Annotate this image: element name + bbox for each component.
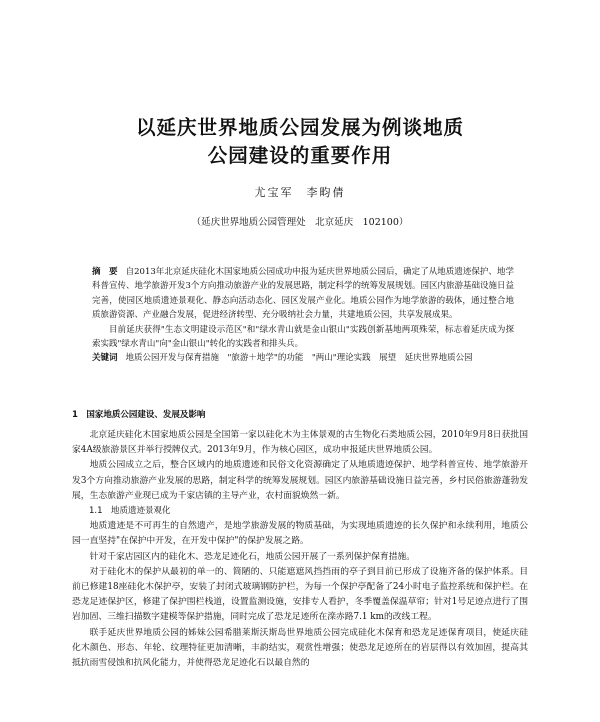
affiliation: （延庆世界地质公园管理处 北京延庆 102100） (191, 217, 409, 228)
abstract-text-2: 目前延庆获得"生态文明建设示范区"和"绿水青山就是金山银山"实践创新基地两项殊荣，标志着延庆成为探索实践"绿水青山"向"金山银山"转化的实践者和排头兵。 (92, 324, 514, 350)
keywords-label: 关键词 (92, 353, 118, 364)
abstract (92, 265, 514, 366)
keywords-text: 地质公园开发与保育措施 "旅游＋地学"的功能 "两山"理论实践 展望 延庆世界地质公园 (125, 353, 473, 364)
body-paragraph-2: 地质公园成立之后，整合区域内的地质遗迹和民俗文化资源确定了从地质遗迹保护、地学科普宣传、地学旅游开发3个方向推动旅游产业发展的思路，制定科学的统筹发展规划。园区内旅游基础设施日益完善，乡村民俗旅游蓬勃发展，生态旅游产业现已成为千家店镇的主导产业，农村面貌焕然一新。 (72, 460, 528, 501)
paper-title (0, 114, 600, 170)
authors: 尤宝军 李畇倩 (254, 186, 346, 199)
title-line-2: 公园建设的重要作用 (207, 144, 393, 167)
title-line-1: 以延庆世界地质公园发展为例谈地质 (135, 116, 464, 139)
body-paragraph-1: 北京延庆硅化木国家地质公园是全国第一家以硅化木为主体景观的古生物化石类地质公园，2010年9月8日获批国家4A级旅游景区并举行授牌仪式。2013年9月，作为核心园区，成功申报延庆世界地质公园。 (72, 430, 528, 456)
section-heading: 1 国家地质公园建设、发展及影响 (72, 410, 206, 420)
abstract-text-1: 自2013年北京延庆硅化木国家地质公园成功申报为延庆世界地质公园后，确定了从地质遗迹保护、地学科普宣传、地学旅游开发3个方向推动旅游产业的发展思路，制定科学的统筹发展规划。园区内旅游基础设施日益完善，使园区地质遗迹景观化、静态向活动态化、园区发展产业化。地质公园作为地学旅游的载体，通过整合地质旅游资源、产业融合发展，促进经济转型、充分吸纳社会力量，共建地质公园，共享发展成果。 (92, 267, 514, 321)
body-paragraph-4: 针对千家店园区内的硅化木、恐龙足迹化石，地质公园开展了一系列保护保育措施。 (89, 551, 416, 562)
abstract-label: 摘 要 (92, 267, 118, 277)
keywords-line (92, 351, 514, 365)
abstract-paragraph-1 (92, 265, 514, 323)
body-paragraph-5: 对于硅化木的保护从最初的单一的、简陋的、只能遮遮风挡挡雨的亭子到目前已形成了设施齐备的保护体系。目前已修建18座硅化木保护亭，安装了封闭式玻璃钢防护栏，为每一个保护亭配备了24小时电子监控系统和保护栏。在恐龙足迹保护区，修建了保护围栏栈道，设置监测设施，安排专人看护，冬季覆盖保温草帘；针对1号足迹点进行了围岩加固、三维扫描数字建模等保护措施，同时完成了恐龙足迹所在滦赤路7.1 km的改线工程。 (72, 566, 528, 623)
body-paragraph-6: 联手延庆世界地质公园的姊妹公园希腊莱斯沃斯岛世界地质公园完成硅化木保育和恐龙足迹保育项目，使延庆硅化木颜色、形态、年轮、纹理特征更加清晰，丰韵结实，观赏性增强；使恐龙足迹所在的岩层得以有效加固，提高其抵抗雨雪侵蚀和抗风化能力，并使得恐龙足迹化石以最自然的 (72, 627, 528, 669)
body-paragraph-3: 地质遗迹是不可再生的自然遗产，是地学旅游发展的物质基础，为实现地质遗迹的长久保护和永续利用，地质公园一直坚持"在保护中开发，在开发中保护"的保护发展之路。 (72, 521, 528, 547)
subsection-heading: 1.1 地质遗迹景观化 (89, 506, 171, 517)
body-text (72, 428, 528, 671)
